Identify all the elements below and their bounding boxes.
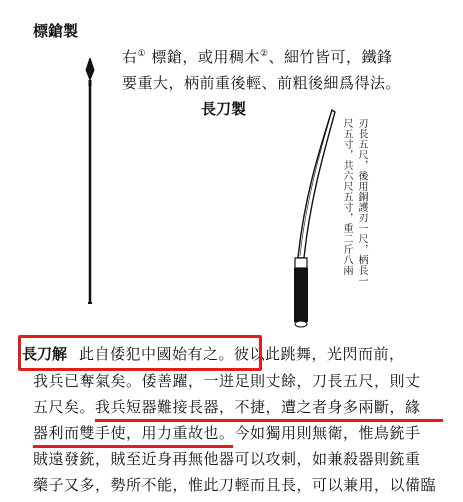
passage-line-6: 藥子又多，勢所不能，惟此刀輕而且長，可以兼用，以備臨 (33, 476, 437, 494)
highlight-box (18, 335, 262, 371)
underlined-phrase-1: 我兵短器難接長器，不捷，遭之者身多兩斷，緣 (95, 398, 421, 416)
sword-caption-col-2: 尺五寸，共六尺五寸，重二斤八兩 (341, 118, 352, 276)
passage-line-5: 賊遠發銃，賊至近身再無他器可以攻刺，如兼殺器則銃重 (33, 450, 421, 468)
spear-desc-line1: 右① 標鎗，或用稠木②、細竹皆可，鐵鋒 (122, 48, 393, 66)
passage-label: 長刀解 (22, 345, 68, 363)
passage-line-3: 五尺矣。我兵短器難接長器，不捷，遭之者身多兩斷，緣 (33, 398, 421, 416)
spear-desc-line2: 要重大，柄前重後輕、前粗後細爲得法。 (122, 74, 402, 92)
passage-line-2: 我兵已奪氣矣。倭善躍，一迸足則丈餘，刀長五尺，則丈 (33, 372, 421, 390)
passage-line-4: 器利而雙手使，用力重故也。今如獨用則無衛，惟鳥銃手 (33, 424, 421, 442)
underlined-phrase-2: 器利而雙手使，用力重故也。 (33, 424, 235, 442)
spear-illustration (80, 58, 100, 308)
passage-line-1: 長刀解 此自倭犯中國始有之。彼以此跳舞，光閃而前， (22, 345, 405, 363)
sword-heading: 長刀製 (201, 100, 247, 118)
sword-illustration (280, 108, 340, 330)
sword-caption-col-1: 刃長五尺，後用銅護刃一尺，柄長一 (356, 118, 367, 286)
spear-heading: 標鎗製 (33, 22, 79, 40)
boxed-sentence: 此自倭犯中國始有之。 (79, 345, 235, 363)
